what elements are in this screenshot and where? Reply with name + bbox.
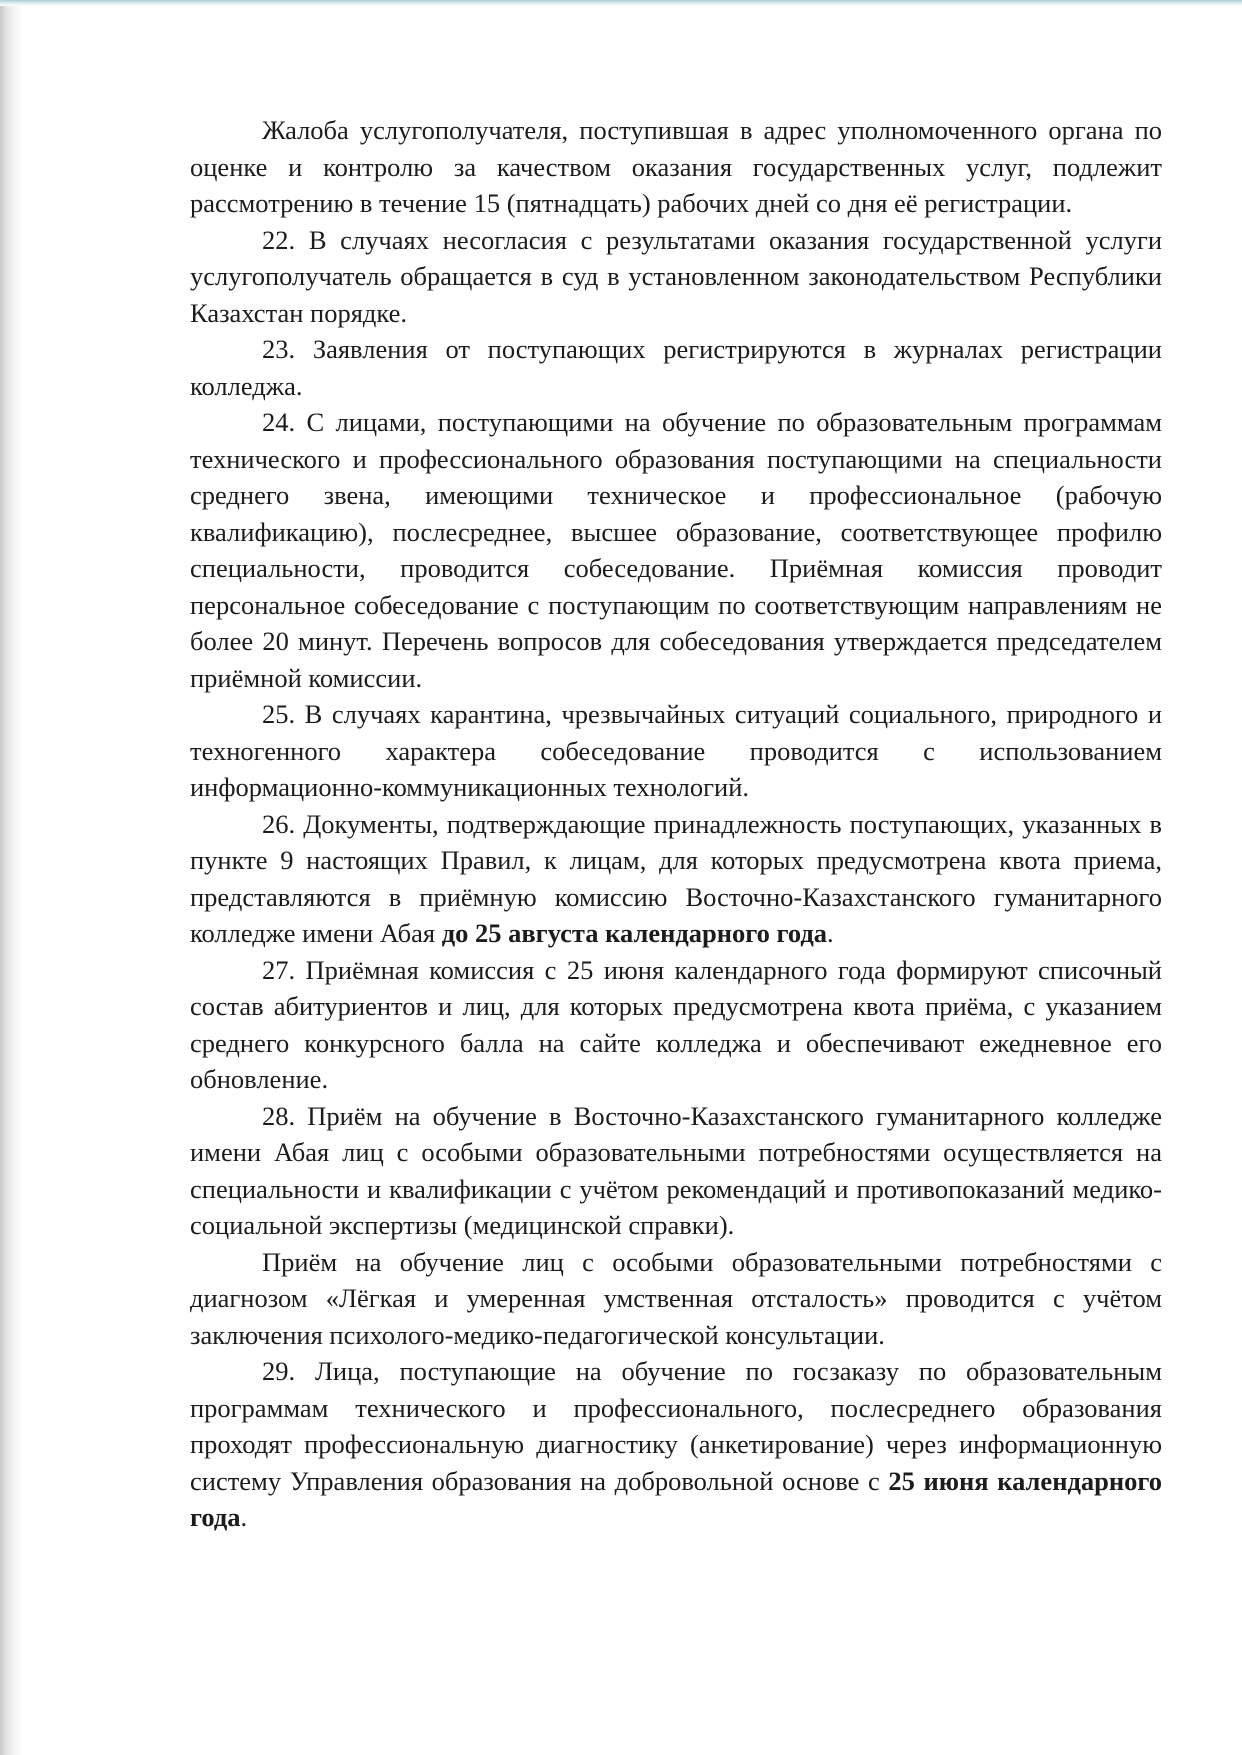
paragraph-complaint-review: Жалоба услугополучателя, поступившая в адрес уполномоченного органа по оценке и контролю за качеством оказания государственных услуг, подлежит рассмотрению в течение 15 (пятнадцать) рабочих дней со дня её регистрации. [190,115,1162,218]
paragraph-23: 23. Заявления от поступающих регистрируются в журналах регистрации колледжа. [190,334,1162,401]
paragraph-22: 22. В случаях несогласия с результатами оказания государственной услуги услугополучатель обращается в суд в установленном законодательством Республики Казахстан порядке. [190,224,1162,328]
paragraph-24: 24. С лицами, поступающими на обучение по образовательным программам технического и профессионального образования поступающими на специальности среднего звена, имеющими техническое и профессиональное (рабочую квалификацию), послесреднее, высшее образование, соответствующее профилю специальности, проводится собеседование. Приёмная комиссия проводит персональное собеседование с поступающим по соответствующим направлениям не более 20 минут. Перечень вопросов для собеседования утверждается председателем приёмной комиссии. [190,407,1162,693]
paragraph-26-deadline: до 25 августа календарного года [441,918,828,948]
paragraph-26-text: 26. Документы, подтверждающие принадлежность поступающих, указанных в пункте 9 настоящих Правил, к лицам, для которых предусмотрена квота приема, представляются в приёмную комиссию Восточно-Казахстанского гуманитарного колледже имени Абая [190,808,1162,948]
scan-edge-shadow [0,0,22,1755]
scan-top-edge [0,0,1242,6]
paragraph-26 [190,806,1162,952]
paragraph-29-date: 25 июня календарного года [190,1465,1162,1532]
paragraph-29-end: . [240,1502,248,1532]
paragraph-28: 28. Приём на обучение в Восточно-Казахстанского гуманитарного колледже имени Абая лиц с особыми образовательными потребностями осуществляется на специальности и квалификации с учётом рекомендаций и противопоказаний медико-социальной экспертизы (медицинской справки). [190,1100,1162,1240]
paragraph-28-continued: Приём на обучение лиц с особыми образовательными потребностями с диагнозом «Лёгкая и умеренная умственная отсталость» проводится с учётом заключения психолого-медико-педагогической консультации. [190,1246,1162,1350]
paragraph-26-end: . [827,918,834,948]
paragraph-29-text: 29. Лица, поступающие на обучение по госзаказу по образовательным программам технического и профессионального, послесреднего образования проходят профессиональную диагностику (анкетирование) через информационную систему Управления образования на добровольной основе с [190,1356,1162,1496]
document-body [190,112,1162,1536]
paragraph-25: 25. В случаях карантина, чрезвычайных ситуаций социального, природного и техногенного характера собеседование проводится с использованием информационно-коммуникационных технологий. [190,699,1162,802]
paragraph-29 [190,1353,1162,1536]
paragraph-27: 27. Приёмная комиссия с 25 июня календарного года формируют списочный состав абитуриентов и лиц, для которых предусмотрена квота приёма, с указанием среднего конкурсного балла на сайте колледжа и обеспечивают ежедневное его обновление. [190,954,1162,1094]
